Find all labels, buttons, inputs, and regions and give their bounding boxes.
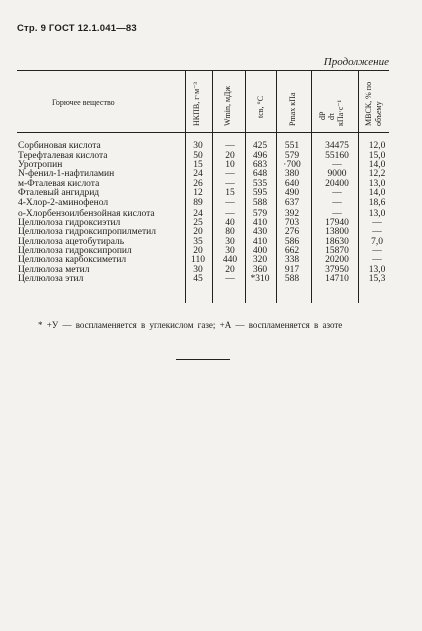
dpdt-value: 15870 xyxy=(325,246,349,256)
wmin-value: 40 xyxy=(225,218,235,228)
pmax-value: 637 xyxy=(284,198,300,208)
header-substance: Горючее вещество xyxy=(52,98,115,107)
dpdt-value: 14710 xyxy=(325,274,349,284)
substance-name: Терефталевая кислота xyxy=(18,151,108,161)
mvsk-value: 15,0 xyxy=(368,151,386,161)
dpdt-value: — xyxy=(332,188,342,198)
pmax-value: 917 xyxy=(284,265,300,275)
substance-name: Целлюлоза метил xyxy=(18,265,90,275)
mvsk-value: 13,0 xyxy=(368,179,386,189)
dpdt-value: — xyxy=(332,209,342,219)
mvsk-value: 18,6 xyxy=(368,198,386,208)
dpdt-value: 34475 xyxy=(325,141,349,151)
tsv-value: 410 xyxy=(252,218,268,228)
nkpv-value: 24 xyxy=(193,209,203,219)
wmin-value: 80 xyxy=(225,227,235,237)
substance-name: Уротропин xyxy=(18,160,63,170)
tsv-value: 595 xyxy=(252,188,268,198)
nkpv-value: 20 xyxy=(193,227,203,237)
dpdt-value: 18630 xyxy=(325,237,349,247)
tsv-value: 410 xyxy=(252,237,268,247)
mvsk-value: — xyxy=(372,218,382,228)
substance-name: Целлюлоза гидроксипропилметил xyxy=(18,227,156,237)
dpdt-value: — xyxy=(332,160,342,170)
substance-name: м-Фталевая кислота xyxy=(18,179,100,189)
header-dpdt-unit: кПа·с⁻¹ xyxy=(336,99,345,126)
pmax-value: 703 xyxy=(284,218,300,228)
mvsk-value: — xyxy=(372,246,382,256)
nkpv-value: 26 xyxy=(193,179,203,189)
header-wmin: Wmin, мДж xyxy=(223,85,232,126)
pmax-value: 338 xyxy=(284,255,300,265)
nkpv-value: 30 xyxy=(193,141,203,151)
tsv-value: 430 xyxy=(252,227,268,237)
wmin-value: — xyxy=(225,198,235,208)
substance-name: Целлюлоза карбоксиметил xyxy=(18,255,127,265)
wmin-value: 30 xyxy=(225,246,235,256)
wmin-value: 30 xyxy=(225,237,235,247)
pmax-value: 579 xyxy=(284,151,300,161)
pmax-value: 551 xyxy=(284,141,300,151)
pmax-value: 490 xyxy=(284,188,300,198)
pmax-value: 380 xyxy=(284,169,300,179)
page-header: Стр. 9 ГОСТ 12.1.041—83 xyxy=(17,23,137,34)
wmin-value: 20 xyxy=(225,265,235,275)
substance-name: Целлюлоза гидроксиэтил xyxy=(18,218,121,228)
tsv-value: *310 xyxy=(250,274,270,284)
header-nkpv: НКПВ, г·м⁻³ xyxy=(192,82,201,126)
wmin-value: 10 xyxy=(225,160,235,170)
nkpv-value: 89 xyxy=(193,198,203,208)
tsv-value: 535 xyxy=(252,179,268,189)
dpdt-value: — xyxy=(332,198,342,208)
pmax-value: 588 xyxy=(284,274,300,284)
tsv-value: 360 xyxy=(252,265,268,275)
mvsk-value: 12,2 xyxy=(368,169,386,179)
dpdt-value: 37950 xyxy=(325,265,349,275)
header-dpdt-denominator: dτ xyxy=(327,112,336,120)
nkpv-value: 50 xyxy=(193,151,203,161)
dpdt-value: 17940 xyxy=(325,218,349,228)
table-header-rule xyxy=(17,132,389,133)
wmin-value: — xyxy=(225,141,235,151)
pmax-value: 392 xyxy=(284,209,300,219)
table-top-rule xyxy=(17,70,389,71)
substance-name: N-фенил-1-нафтиламин xyxy=(18,169,115,179)
substance-name: 4-Хлор-2-аминофенол xyxy=(18,198,109,208)
pmax-value: ·700 xyxy=(283,160,301,170)
nkpv-value: 20 xyxy=(193,246,203,256)
nkpv-value: 110 xyxy=(191,255,205,265)
wmin-value: 20 xyxy=(225,151,235,161)
tsv-value: 648 xyxy=(252,169,268,179)
tsv-value: 579 xyxy=(252,209,268,219)
dpdt-value: 20400 xyxy=(325,179,349,189)
substance-name: Целлюлоза этил xyxy=(18,274,84,284)
tsv-value: 400 xyxy=(252,246,268,256)
pmax-value: 662 xyxy=(284,246,300,256)
mvsk-value: 13,0 xyxy=(368,265,386,275)
nkpv-value: 45 xyxy=(193,274,203,284)
nkpv-value: 25 xyxy=(193,218,203,228)
nkpv-value: 30 xyxy=(193,265,203,275)
dpdt-value: 20200 xyxy=(325,255,349,265)
wmin-value: 440 xyxy=(222,255,238,265)
tsv-value: 425 xyxy=(252,141,268,151)
footnote: * +У — воспламеняется в углекислом газе; +А — воспламеняется в азоте xyxy=(38,320,343,330)
substance-name: Целлюлоза ацетобутираль xyxy=(18,237,125,247)
table-row xyxy=(0,198,422,209)
mvsk-value: 12,0 xyxy=(368,141,386,151)
dpdt-value: 9000 xyxy=(327,169,347,179)
substance-name: Фталевый ангидрид xyxy=(18,188,100,198)
wmin-value: — xyxy=(225,274,235,284)
continuation-label: Продолжение xyxy=(323,56,389,68)
substance-name: Сорбиновая кислота xyxy=(18,141,101,151)
nkpv-value: 24 xyxy=(193,169,203,179)
wmin-value: — xyxy=(225,169,235,179)
pmax-value: 640 xyxy=(284,179,300,189)
header-tsv: tсв, °С xyxy=(256,95,265,118)
mvsk-value: 7,0 xyxy=(371,237,383,247)
wmin-value: — xyxy=(225,179,235,189)
substance-name: о-Хлорбензоилбензойная кислота xyxy=(18,209,155,219)
mvsk-value: 13,0 xyxy=(368,209,386,219)
mvsk-value: 15,3 xyxy=(368,274,386,284)
tsv-value: 496 xyxy=(252,151,268,161)
mvsk-value: 14,0 xyxy=(368,188,386,198)
header-pmax: Pmax кПа xyxy=(288,92,297,126)
header-mvsk: МВСК, % по xyxy=(364,81,373,126)
tsv-value: 683 xyxy=(252,160,268,170)
tsv-value: 588 xyxy=(252,198,268,208)
mvsk-value: 14,0 xyxy=(368,160,386,170)
dpdt-value: 13800 xyxy=(325,227,349,237)
header-mvsk-unit: объему xyxy=(374,101,383,126)
mvsk-value: — xyxy=(372,255,382,265)
wmin-value: 15 xyxy=(225,188,235,198)
substance-name: Целлюлоза гидроксипропил xyxy=(18,246,132,256)
nkpv-value: 15 xyxy=(193,160,203,170)
table-row xyxy=(0,274,422,285)
nkpv-value: 35 xyxy=(193,237,203,247)
dpdt-value: 55160 xyxy=(325,151,349,161)
wmin-value: — xyxy=(225,209,235,219)
pmax-value: 586 xyxy=(284,237,300,247)
mvsk-value: — xyxy=(372,227,382,237)
end-rule xyxy=(176,359,230,360)
tsv-value: 320 xyxy=(252,255,268,265)
header-dpdt-numerator: dP xyxy=(318,111,327,120)
pmax-value: 276 xyxy=(284,227,300,237)
nkpv-value: 12 xyxy=(193,188,203,198)
